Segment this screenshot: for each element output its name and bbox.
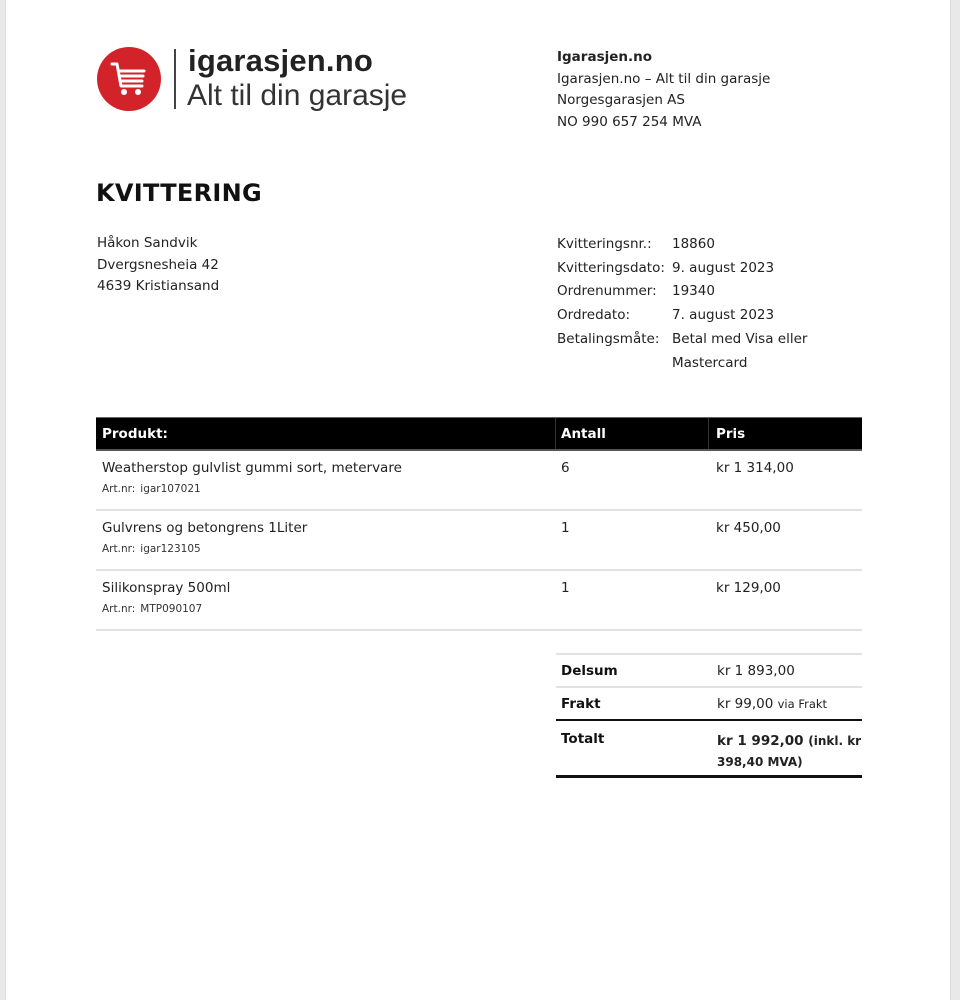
total-label: Totalt <box>561 731 605 747</box>
meta-value: Betal med Visa eller Mastercard <box>672 330 808 371</box>
receipt-meta <box>557 233 822 375</box>
art-label: Art.nr: <box>102 603 136 615</box>
art-label: Art.nr: <box>102 483 136 495</box>
customer-address <box>97 233 219 298</box>
meta-label: Kvitteringsdato: <box>557 259 665 276</box>
meta-value: 18860 <box>672 236 715 252</box>
meta-row-receipt-number <box>557 233 822 257</box>
header-price: Pris <box>708 418 862 449</box>
meta-label: Betalingsmåte: <box>557 330 660 347</box>
product-name: Weatherstop gulvlist gummi sort, metervare <box>102 460 402 476</box>
table-row <box>96 511 862 571</box>
company-vat-number: NO 990 657 254 MVA <box>557 113 702 130</box>
company-name: Igarasjen.no <box>557 49 653 65</box>
product-name: Silikonspray 500ml <box>102 580 231 596</box>
art-number: MTP090107 <box>140 603 203 615</box>
shopping-cart-icon <box>109 60 149 98</box>
customer-street: Dvergsnesheia 42 <box>97 256 219 273</box>
product-quantity: 1 <box>561 520 570 536</box>
meta-label: Ordredato: <box>557 307 631 324</box>
meta-label: Kvitteringsnr.: <box>557 236 652 252</box>
product-price: kr 129,00 <box>716 580 781 596</box>
logo-name: igarasjen.no <box>188 43 374 78</box>
meta-value: 9. august 2023 <box>672 259 775 276</box>
total-value: kr 1 992,00 <box>717 733 804 749</box>
header-product: Produkt: <box>102 425 168 442</box>
meta-row-receipt-date <box>557 257 822 281</box>
shipping-method: via Frakt <box>777 696 828 711</box>
logo-divider <box>174 49 176 109</box>
header-quantity: Antall <box>555 418 708 449</box>
meta-label: Ordrenummer: <box>557 283 657 300</box>
totals-table <box>556 653 862 778</box>
product-price: kr 1 314,00 <box>716 460 794 476</box>
total-row <box>556 721 862 778</box>
logo-badge <box>97 47 161 111</box>
table-header <box>96 417 862 451</box>
table-row <box>96 451 862 511</box>
art-number: igar123105 <box>140 543 201 555</box>
company-line-2: Norgesgarasjen AS <box>557 92 685 108</box>
table-row <box>96 571 862 631</box>
art-number: igar107021 <box>140 483 201 495</box>
shipping-value: kr 99,00 <box>717 695 774 712</box>
product-name: Gulvrens og betongrens 1Liter <box>102 520 308 536</box>
meta-value: 19340 <box>672 283 715 300</box>
logo-tagline: Alt til din garasje <box>187 79 408 112</box>
meta-row-order-date <box>557 304 822 328</box>
company-info <box>557 47 770 133</box>
shipping-row <box>556 688 862 721</box>
subtotal-label: Delsum <box>561 662 618 679</box>
shipping-label: Frakt <box>561 695 601 712</box>
art-label: Art.nr: <box>102 543 136 555</box>
company-line-1: Igarasjen.no – Alt til din garasje <box>557 70 771 87</box>
subtotal-value: kr 1 893,00 <box>717 662 795 679</box>
meta-row-order-number <box>557 280 822 304</box>
meta-row-payment-method <box>557 328 822 375</box>
page-title: KVITTERING <box>96 179 262 207</box>
product-quantity: 1 <box>561 580 570 596</box>
product-price: kr 450,00 <box>716 520 781 536</box>
items-table <box>96 417 862 631</box>
total-vat-note: (inkl. kr 398,40 MVA) <box>717 734 862 769</box>
subtotal-row <box>556 655 862 688</box>
product-quantity: 6 <box>561 460 570 476</box>
customer-city: 4639 Kristiansand <box>97 278 220 294</box>
receipt-page <box>5 0 951 1000</box>
customer-name: Håkon Sandvik <box>97 235 198 251</box>
meta-value: 7. august 2023 <box>672 307 775 324</box>
